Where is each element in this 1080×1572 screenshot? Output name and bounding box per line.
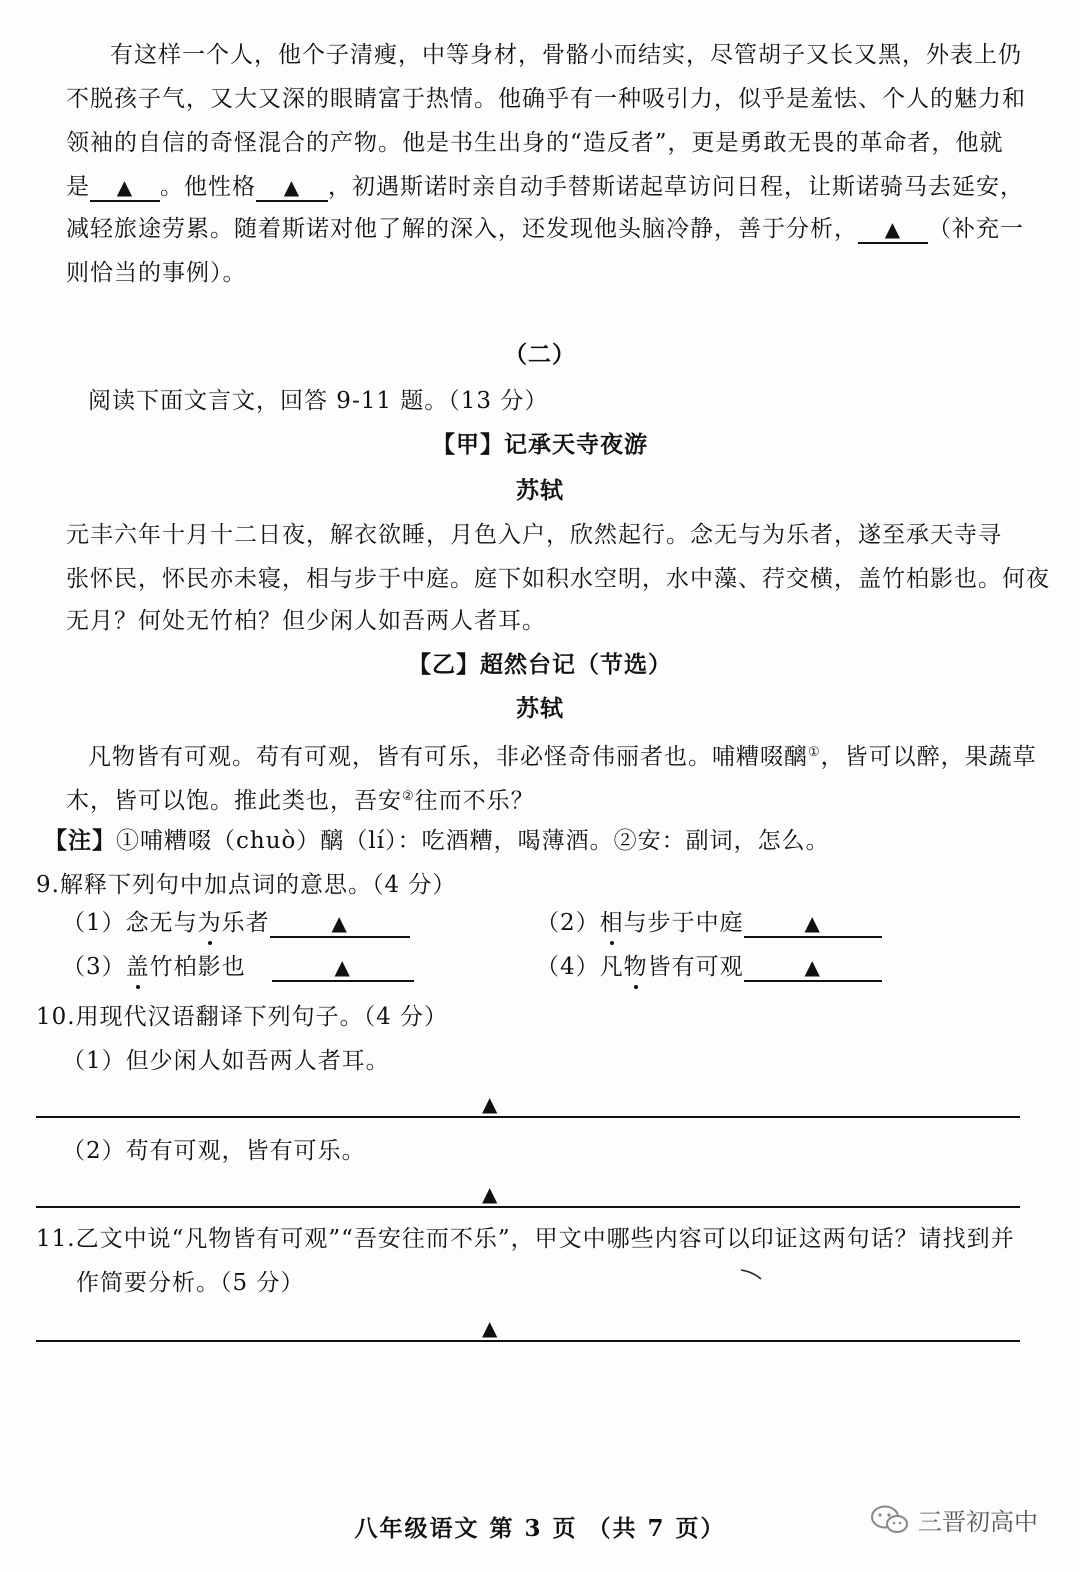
note-label: 【注】 xyxy=(44,827,116,854)
passage-line: 有这样一个人，他个子清瘦，中等身材，骨骼小而结实，尽管胡子又长又黑，外表上仍 xyxy=(110,42,1022,68)
text-yi-line xyxy=(66,738,1036,772)
footnote-marker: ① xyxy=(808,745,821,760)
q10-sentence: （2）苟有可观，皆有可乐。 xyxy=(62,1138,366,1164)
text-fragment: 。他性格 xyxy=(160,174,256,200)
q11-line: 作简要分析。（5 分） xyxy=(76,1270,305,1296)
item-number: （3） xyxy=(62,954,126,980)
answer-line[interactable] xyxy=(36,1206,1020,1208)
q11-line: 11.乙文中说“凡物皆有可观”“吾安往而不乐”，甲文中哪些内容可以印证这两句话？请找到并 xyxy=(36,1226,1015,1252)
wechat-icon xyxy=(870,1503,910,1537)
item-number: （2） xyxy=(536,910,600,936)
footnote-marker: ② xyxy=(402,789,415,804)
passage-line: 则恰当的事例）。 xyxy=(66,260,247,286)
answer-line[interactable] xyxy=(36,1116,1020,1118)
answer-blank[interactable] xyxy=(744,954,882,982)
answer-marker: ▲ xyxy=(482,1182,498,1206)
pen-stroke-mark xyxy=(740,1268,762,1280)
text-fragment: ，皆可以醉，果蔬草 xyxy=(820,744,1037,770)
answer-blank[interactable] xyxy=(858,216,928,244)
section-title: （二） xyxy=(504,341,576,368)
text-fragment: 与步于中庭 xyxy=(623,910,744,936)
section-instruction: 阅读下面文言文，回答 9-11 题。（13 分） xyxy=(88,388,549,414)
text-fragment: 竹柏影也 xyxy=(149,954,246,980)
passage-line xyxy=(66,214,1024,244)
answer-blank[interactable] xyxy=(90,174,160,202)
text-fragment: ，初遇斯诺时亲自动手替斯诺起草访问日程，让斯诺骑马去延安， xyxy=(328,174,1024,200)
dotted-word: 为 xyxy=(197,910,222,936)
note-text: ①哺糟啜（chuò）醨（lí）：吃酒糟，喝薄酒。②安：副词，怎么。 xyxy=(116,828,830,854)
text-jia-author: 苏轼 xyxy=(516,477,564,504)
dotted-word: 相 xyxy=(599,910,624,936)
watermark xyxy=(870,1502,1038,1537)
q9-item xyxy=(536,908,882,938)
text-yi-author: 苏轼 xyxy=(516,695,564,722)
answer-marker: ▲ xyxy=(283,175,301,199)
answer-marker: ▲ xyxy=(482,1316,498,1340)
page-footer: 八年级语文 第 3 页 （共 7 页） xyxy=(354,1515,726,1542)
text-fragment: （补充一 xyxy=(928,216,1024,242)
text-fragment: 乐者 xyxy=(221,910,270,936)
q10-sentence: （1）但少闲人如吾两人者耳。 xyxy=(62,1048,390,1074)
q9-item xyxy=(536,952,882,982)
dotted-word: 物 xyxy=(623,954,648,980)
answer-blank[interactable] xyxy=(256,174,328,202)
text-fragment: 减轻旅途劳累。随着斯诺对他了解的深入，还发现他头脑冷静，善于分析， xyxy=(66,216,858,242)
answer-marker: ▲ xyxy=(884,217,902,241)
item-number: （1） xyxy=(62,910,126,936)
text-jia-line: 张怀民，怀民亦未寝，相与步于中庭。庭下如积水空明，水中藻、荇交横，盖竹柏影也。何夜 xyxy=(66,566,1050,592)
answer-marker: ▲ xyxy=(116,175,134,199)
text-fragment: 是 xyxy=(66,174,90,200)
passage-line: 不脱孩子气，又大又深的眼睛富于热情。他确乎有一种吸引力，似乎是羞怯、个人的魅力和 xyxy=(66,86,1026,112)
dotted-word: 盖 xyxy=(125,954,150,980)
passage-line: 领袖的自信的奇怪混合的产物。他是书生出身的“造反者”，更是勇敢无畏的革命者，他就 xyxy=(66,130,1004,156)
text-fragment: 念无与 xyxy=(125,910,198,936)
text-yi-title: 【乙】超然台记（节选） xyxy=(408,651,672,678)
text-yi-line xyxy=(66,782,1014,816)
answer-line[interactable] xyxy=(36,1340,1020,1342)
answer-marker: ▲ xyxy=(331,911,348,935)
text-jia-title: 【甲】记承天寺夜游 xyxy=(432,431,648,458)
text-fragment: 凡 xyxy=(599,954,624,980)
text-fragment: 木，皆可以饱。推此类也，吾安 xyxy=(66,788,402,814)
q9-item xyxy=(62,952,414,982)
answer-blank[interactable] xyxy=(744,910,882,938)
answer-blank[interactable] xyxy=(270,910,410,938)
answer-marker: ▲ xyxy=(804,911,821,935)
text-fragment: 往而不乐？ xyxy=(414,788,535,814)
answer-marker: ▲ xyxy=(804,955,821,979)
q9-stem: 9.解释下列句中加点词的意思。（4 分） xyxy=(36,872,457,898)
text-jia-line: 无月？何处无竹柏？但少闲人如吾两人者耳。 xyxy=(66,608,546,634)
q9-item xyxy=(62,908,410,938)
answer-blank[interactable] xyxy=(272,954,414,982)
text-jia-line: 元丰六年十月十二日夜，解衣欲睡，月色入户，欣然起行。念无与为乐者，遂至承天寺寻 xyxy=(66,522,1002,548)
watermark-text: 三晋初高中 xyxy=(918,1508,1038,1536)
text-fragment: 凡物皆有可观。苟有可观，皆有可乐，非必怪奇伟丽者也。哺糟啜醨 xyxy=(88,744,808,770)
q10-stem: 10.用现代汉语翻译下列句子。（4 分） xyxy=(36,1004,449,1030)
text-fragment: 皆有可观 xyxy=(647,954,744,980)
answer-marker: ▲ xyxy=(482,1092,498,1116)
answer-marker: ▲ xyxy=(334,955,351,979)
passage-line xyxy=(66,172,1024,202)
note xyxy=(44,826,992,856)
item-number: （4） xyxy=(536,954,600,980)
